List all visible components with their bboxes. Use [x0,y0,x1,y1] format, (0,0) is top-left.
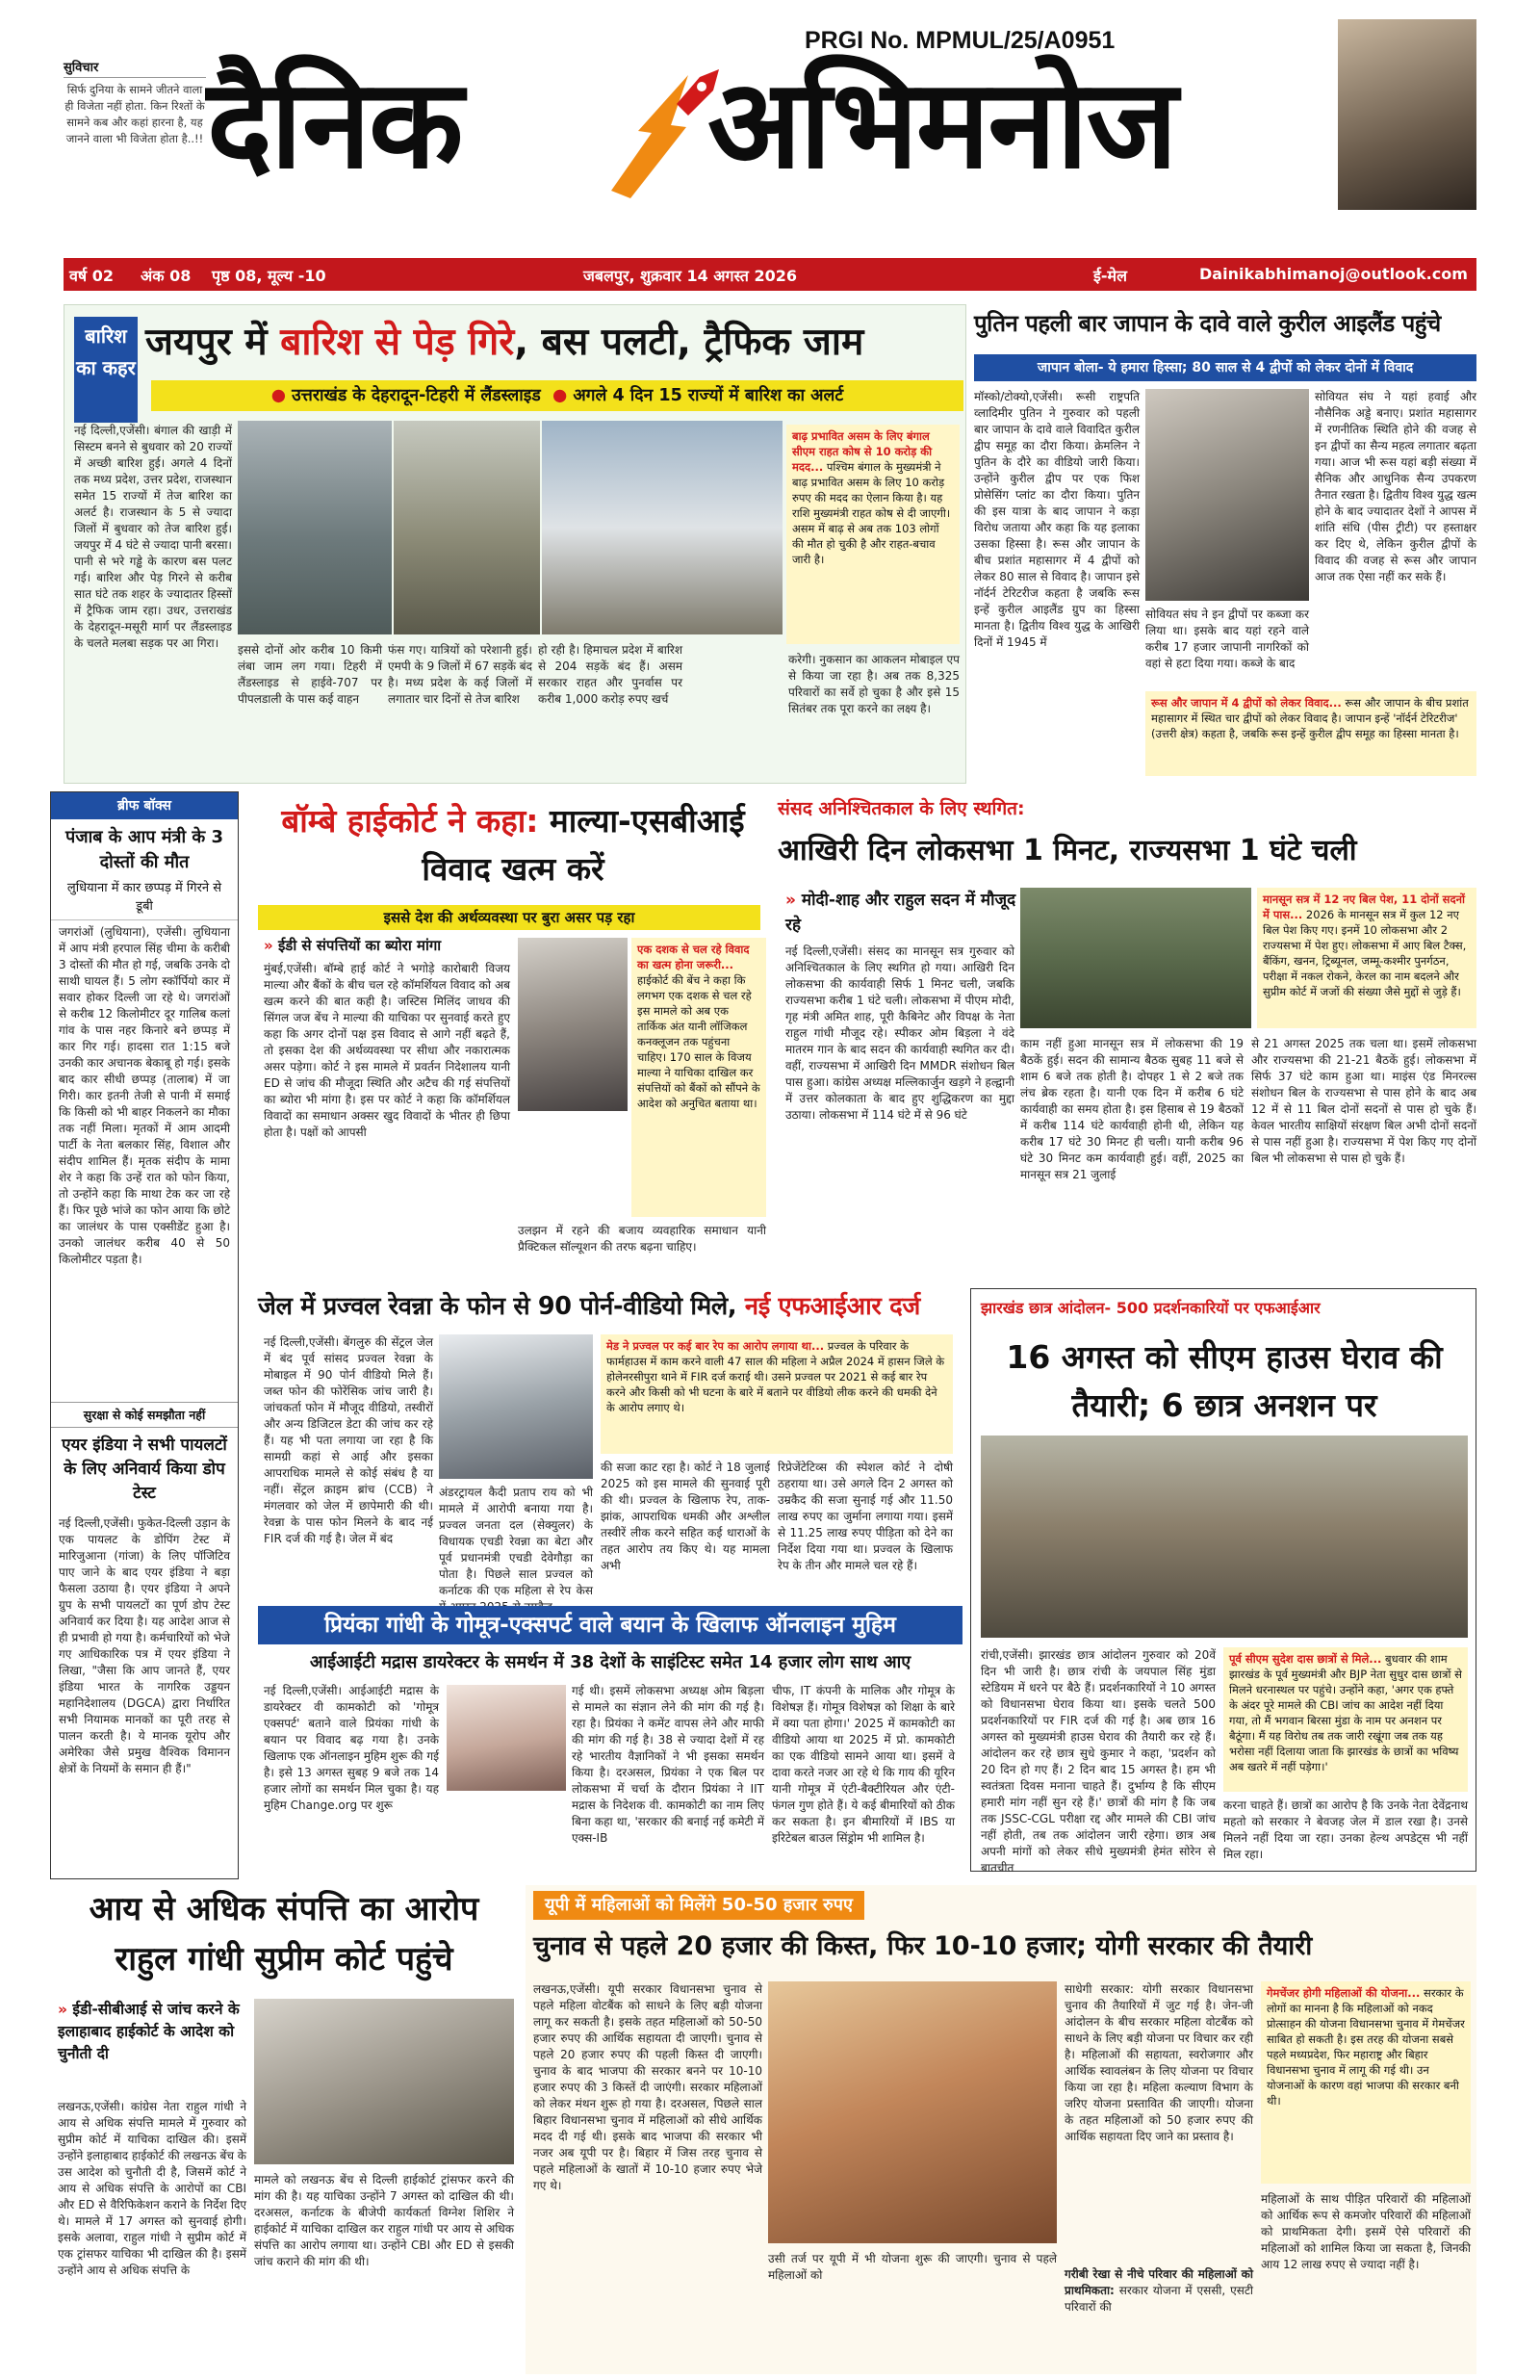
putin-photo [1145,389,1309,601]
brief-sub-2: सुरक्षा से कोई समझौता नहीं [51,1402,238,1428]
rain-photo-flood [238,421,392,634]
jharkhand-kicker: झारखंड छात्र आंदोलन- 500 प्रदर्शनकारियों पर एफआईआर [981,1299,1321,1317]
rain-col-4: हो रही है। हिमाचल प्रदेश में बारिश से 204 सड़कें बंद हैं। असम सरकार राहत और पुनर्वास पर करीब 1,000 करोड़ रुपए खर्च [538,643,682,706]
brief-text-2: नई दिल्ली,एजेंसी। फुकेत-दिल्ली उड़ान के एक पायलट के डोपिंग टेस्ट में मारिजुआना (गांजा) के लिए पॉजिटिव पाए जाने के बाद एयर इंडिया ने बड़ा फैसला उठाया है। एयर इंडिया ने अपने ग्रुप के सभी पायलटों का पूर्ण डोप टेस्ट अनिवार्य कर दिया है। यह आदेश आज से ही प्रभावी हो गया है। कर्मचारियों को भेजे गए आधिकारिक पत्र में एयर इंडिया ने लिखा, "जैसा कि आप जानते हैं, एयर इंडिया भारत के नागरिक उड्डयन महानिदेशालय (DGCA) द्वारा निर्धारित सभी नियामक मानकों का पूरी तरह से पालन करती है। ये मानक यूरोप और अमेरिका जैसे प्रमुख वैश्विक विमानन क्षेत्रों के नियमों के समान ही हैं।" [59,1516,230,1775]
up-col-4: गरीबी रेखा से नीचे परिवार की महिलाओं को प्राथमिकता: सरकार योजना में एससी, एसटी परिवारों की [1065,2267,1253,2314]
prajwal-col-4: रिप्रेजेंटेटिव्स की स्पेशल कोर्ट ने दोषी ठहराया था। उसे अगले दिन 2 अगस्त को उम्रकैद की सजा सुनाई गई और 11.50 लाख रुपए का जुर्माना लगाया गया। इसमें से 11.25 लाख रुपए पीड़िता को देने का निर्देश दिया गया था। प्रज्वल के खिलाफ रेप के तीन और मामले चल रहे हैं। [778,1461,953,1572]
putin-headline: पुतिन पहली बार जापान के दावे वाले कुरील आइलैंड पहुंचे [974,310,1441,337]
brief-box [50,791,239,1879]
email-label: ई-मेल [1093,267,1127,285]
rain-col-2: इससे दोनों ओर करीब 10 किमी लंबा जाम लग गया। टिहरी में लैंडस्लाइड से हाईवे-707 पर पीपलडाली के पास कई वाहन [238,643,382,706]
newspaper-title [207,48,1333,212]
up-women-photo [768,1981,1057,2243]
title-left: दैनिक [207,53,462,196]
mallya-col-2: उलझन में रहने की बजाय व्यवहारिक समाधान यानी प्रैक्टिकल सॉल्यूशन की तरफ बढ़ना चाहिए। [518,1224,766,1254]
jharkhand-col-2: करना चाहते हैं। छात्रों का आरोप है कि उनके नेता देवेंद्रनाथ महतो को सरकार ने बेवजह जेल में डाल रखा है। उनसे मिलने नहीं दिया जा रहा। उनका हेल्थ अपडेट्स भी नहीं मिल रहा। [1223,1798,1468,1861]
prgi-number: PRGI No. MPMUL/25/A0951 [805,27,1116,54]
story-prajwal [248,1288,962,1598]
place-date: जबलपुर, शुक्रवार 14 अगस्त 2026 [583,267,797,285]
priyanka-col-1: नई दिल्ली,एजेंसी। आईआईटी मद्रास के डायरेक्टर वी कामकोटी को 'गोमूत्र एक्सपर्ट' बताने वाले प्रियंका गांधी के बयान पर विवाद बढ़ गया है। उनके खिलाफ एक ऑनलाइन मुहिम शुरू की गई है। इसे 13 अगस्त सुबह 9 बजे तक 14 हजार लोगों का समर्थन मिल चुका है। यह मुहिम Change.org पर शुरू [264,1684,439,1812]
story-up-women [526,1885,1476,2374]
priyanka-subheadline: आईआईटी मद्रास डायरेक्टर के समर्थन में 38 देशों के साइंटिस्ट समेत 14 हजार लोग साथ आए [309,1652,911,1672]
putin-dispute-box: रूस और जापान में 4 द्वीपों को लेकर विवाद... रूस और जापान के बीच प्रशांत महासागर में स्थित चार द्वीपों को लेकर विवाद है। जापान इन्हें 'नॉर्दर्न टेरिटरीज' (उत्तरी क्षेत्र) कहता है, जबकि रूस इन्हें कुरील द्वीप समूह का हिस्सा मानता है। [1145,691,1476,776]
rain-subheadline: ● उत्तराखंड के देहरादून-टिहरी में लैंडस्लाइड ● अगले 4 दिन 15 राज्यों में बारिश का अलर्ट [151,380,963,411]
parliament-col-3: से 21 अगस्त 2025 तक चला था। इसमें लोकसभा और राज्यसभा की 21-21 बैठकें हुई। लोकसभा में सिर्फ 37 घंटे काम हुआ था। माइंस एंड मिनरल्स संशोधन बिल के राज्यसभा से पास होने के बाद अब 12 में से 11 बिल दोनों सदनों से पास हो चुके हैं। केवल भारतीय साक्षियों संरक्षण बिल अभी दोनों सदनों से पास नहीं हुआ है। राज्यसभा में पेश किए गए दोनों बिल भी लोकसभा से पास हो चुके हैं। [1251,1037,1476,1165]
jharkhand-col-1: रांची,एजेंसी। झारखंड छात्र आंदोलन गुरुवार को 20वें दिन भी जारी है। छात्र रांची के जयपाल सिंह मुंडा स्टेडियम में धरने पर बैठे हैं। प्रदर्शनकारियों ने 10 अगस्त को विधानसभा घेराव किया था। इसके चलते 500 प्रदर्शनकारियों पर FIR दर्ज की गई है। अब छात्र 16 अगस्त को मुख्यमंत्री हाउस घेराव की तैयारी कर रहे हैं। आंदोलन कर रहे छात्र सुधे कुमार ने कहा, 'प्रदर्शन को 20 दिन हो गए हैं। 2 दिन बाद 15 अगस्त है। हम भी स्वतंत्रता दिवस मनाना चाहते हैं। दुर्भाग्य है कि सीएम हमारी मांग नहीं सुन रहे हैं।' छात्रों की मांग है कि जब तक JSSC-CGL परीक्षा रद्द और मामले की CBI जांच नहीं होती, तब तक आंदोलन जारी रहेगा। छात्र अब अपनी मांगों को लेकर सीधे मुख्यमंत्री हेमंत सोरेन से बातचीत [981,1648,1216,1875]
up-col-2: उसी तर्ज पर यूपी में भी योजना शुरू की जाएगी। चुनाव से पहले महिलाओं को [768,2252,1057,2282]
up-gamechanger-box: गेमचेंजर होगी महिलाओं की योजना... सरकार के लोगों का मानना है कि महिलाओं को नकद प्रोत्साहन की योजना विधानसभा चुनाव में गेमचेंजर साबित हो सकती है। इस तरह की योजना सबसे पहले मध्यप्रदेश, फिर महाराष्ट्र और बिहार विधानसभा चुनाव में लागू की गई थी। उन योजनाओं के कारण वहां भाजपा की सरकार बनी थी। [1261,1981,1471,2184]
up-col-5: महिलाओं के साथ पीड़ित परिवारों की महिलाओं को आर्थिक रूप से कमजोर परिवारों की महिलाओं को प्राथमिकता देगी। इसमें ऐसे परिवारों की महिलाओं को शामिल किया जा सकता है, जिनकी आय 12 लाख रुपए से ज्यादा नहीं है। [1261,2192,1471,2271]
rahul-col-1: लखनऊ,एजेंसी। कांग्रेस नेता राहुल गांधी ने आय से अधिक संपत्ति मामले में गुरुवार को सुप्रीम कोर्ट में याचिका दाखिल की। इसमें उन्होंने इलाहाबाद हाईकोर्ट की लखनऊ बेंच के उस आदेश को चुनौती दी है, जिसमें कोर्ट ने आय से अधिक संपत्ति के आरोपों का CBI और ED से वैरिफिकेशन कराने के निर्देश दिए थे। मामले में 17 अगस्त को सुनवाई होगी। इसके अलावा, राहुल गांधी ने सुप्रीम कोर्ट में एक ट्रांसफर याचिका भी दाखिल की है। इसमें उन्होंने आय से अधिक संपत्ति के [58,2100,246,2277]
brief-text-1: जगरांओं (लुधियाना), एजेंसी। लुधियाना में आप मंत्री हरपाल सिंह चीमा के करीबी 3 दोस्तों की मौत हो गई, जबकि उनके दो साथी घायल हैं। 5 लोग स्कॉर्पियो कार में सवार होकर दिल्ली जा रहे थे। जगरांओं से करीब 12 किलोमीटर दूर गालिब कलां गांव के पास नहर किनारे बने छप्पड़ में कार गिर गई। हादसा रात 1:15 बजे उनकी कार अचानक बेकाबू हो गई। इसके बाद कार सीधी छप्पड़ (तालाब) में जा गिरी। कार इतनी तेजी से पानी में समाई कि किसी को भी बाहर निकलने का मौका तक नहीं मिला। मृतकों में आम आदमी पार्टी के नेता बलकार सिंह, विशाल और संदीप शामिल हैं। मृतक संदीप के मामा शेर ने कहा कि उन्हें रात को फोन किया, तो उन्होंने कहा कि माथा टेक कर जा रहे हैं। फिर पूछे भांजे का फोन आया कि छोटे का जालंधर के पास एक्सीडेंट हुआ है। उनको जालंधर करीब 40 से 50 किलोमीटर पड़ता है। [59,925,230,1266]
rahul-headline-2: राहुल गांधी सुप्रीम कोर्ट पहुंचे [115,1940,453,1979]
rain-col-3: फंस गए। यात्रियों को परेशानी हुई। एमपी के 9 जिलों में 67 सड़कें बंद है। मध्य प्रदेश के कई जिलों में लगातार चार दिनों से तेज बारिश [388,643,532,706]
parliament-side-head: » मोदी-शाह और राहुल सदन में मौजूद रहे [785,891,1016,935]
mallya-side-head: » ईडी से संपत्तियों का ब्योरा मांगा [264,937,442,954]
putin-col-2: सोवियत संघ ने इन द्वीपों पर कब्जा कर लिया था। इसके बाद यहां रहने वाले करीब 17 हजार जापानी नागरिकों को वहां से हटा दिया गया। कब्जे के बाद [1145,608,1309,670]
rahul-court-photo [254,1999,514,2164]
story-jharkhand [970,1288,1476,1875]
priyanka-headline: प्रियंका गांधी के गोमूत्र-एक्सपर्ट वाले बयान के खिलाफ ऑनलाइन मुहिम [258,1606,962,1644]
prajwal-col-2: अंडरट्रायल कैदी प्रताप राय को भी मामले में आरोपी बनाया गया है। प्रज्वल जनता दल (सेक्युलर) के विधायक एचडी रेवन्ना का बेटा और पूर्व प्रधानमंत्री एचडी देवेगौड़ा का पोता है। पिछले साल प्रज्वल को कर्नाटक की एक महिला से रेप केस [439,1486,593,1597]
priyanka-col-2: गई थी। इसमें लोकसभा अध्यक्ष ओम बिड़ला से मामले का संज्ञान लेने की मांग की गई है। रहा है। प्रियंका ने कमेंट वापस लेने और माफी की मांग की गई है। 38 से ज्यादा देशों में रह रहे भारतीय वैज्ञानिकों ने भी इसका समर्थन किया है। दरअसल, प्रियंका ने एक बिल पर लोकसभा में चर्चा के दौरान प्रियंका ने IIT मद्रास के निदेशक वी. कामकोटी का नाम लिए बिना कहा था, 'सरकार की बनाई नई कमेटी में एक्स-IB [572,1684,764,1845]
prajwal-col-1: नई दिल्ली,एजेंसी। बेंगलुरु की सेंट्रल जेल में बंद पूर्व सांसद प्रज्वल रेवन्ना के मोबाइल में 90 पोर्न वीडियो मिले हैं। जब्त फोन की फोरेंसिक जांच जारी है। जांचकर्ता फोन में मौजूद वीडियो, तस्वीरों और अन्य डिजिटल डेटा की जांच कर रहे हैं। यह भी पता लगाया जा रहा है कि सामग्री कहां से आई और इसका आपराधिक मामले से कोई संबंध है या नहीं। सेंट्रल क्राइम ब्रांच (CCB) ने मंगलवार को जेल में छापेमारी की थी। रेवन्ना के पास फोन मिलने के बाद नई FIR दर्ज की गई है। जेल में बंद [264,1335,433,1545]
prishth: पृष्ठ 08, मूल्य -10 [212,267,326,285]
mallya-box: एक दशक से चल रहे विवाद का खत्म होना जरूरी... हाईकोर्ट की बेंच ने कहा कि लगभग एक दशक से चल रहे इस मामले को अब एक तार्किक अंत यानी लॉजिकल कनक्लूजन तक पहुंचना चाहिए। 170 साल के विजय माल्या ने याचिका दाखिल कर संपत्तियों को बैंकों को सौंपने के आदेश को अनुचित बताया था। [631,938,766,1217]
story-rain [64,304,966,784]
parliament-headline: आखिरी दिन लोकसभा 1 मिनट, राज्यसभा 1 घंटे चली [778,834,1357,867]
parliament-bills-box: मानसून सत्र में 12 नए बिल पेश, 11 दोनों सदनों में पास... 2026 के मानसून सत्र में कुल 12 नए बिल पेश किए गए। इनमें 10 लोकसभा और 2 राज्यसभा में पेश हुए। लोकसभा में आए बिल टैक्स, बैंकिंग, खनन, ट्रिब्यूनल, जम्मू-कश्मीर पुनर्गठन, परीक्षा में नकल रोकने, केरल का नाम बदलने और सुप्रीम कोर्ट में जजों की संख्या जैसे मुद्दों से जुड़े हैं। [1257,888,1476,1028]
suvichar-label: सुविचार [64,58,206,78]
priyanka-photo [447,1685,566,1791]
brief-sub-1: लुधियाना में कार छप्पड़ में गिरने से डूबी [51,875,238,920]
rain-headline: जयपुर में बारिश से पेड़ गिरे, बस पलटी, ट्रैफिक जाम [145,321,864,364]
up-kicker: यूपी में महिलाओं को मिलेंगे 50-50 हजार रुपए [533,1891,864,1920]
rahul-side-head: » ईडी-सीबीआई से जांच करने के इलाहाबाद हाईकोर्ट के आदेश को चुनौती दी [58,2001,240,2062]
prajwal-box: मेड ने प्रज्वल पर कई बार रेप का आरोप लगाया था... प्रज्वल के परिवार के फार्महाउस में काम करने वाली 47 साल की महिला ने अप्रैल 2024 में हासन जिले के होलेनरसीपुरा थाने में FIR दर्ज कराई थी। उसने प्रज्वल पर 2021 से कई बार रेप करने और किसी को भी घटना के बारे में बताने पर वीडियो लीक करने की धमकी देने के आरोप लगाए थे। [601,1334,953,1454]
masthead [0,0,1540,258]
brief-headline-2: एयर इंडिया ने सभी पायलटों के लिए अनिवार्य किया डोप टेस्ट [62,1436,227,1503]
email-address[interactable]: Dainikabhimanoj@outlook.com [1199,265,1468,283]
jharkhand-headline: 16 अगस्त को सीएम हाउस घेराव की तैयारी; 6 छात्र अनशन पर [1006,1338,1443,1424]
rain-assam-box: बाढ़ प्रभावित असम के लिए बंगाल सीएम राहत कोष से 10 करोड़ की मदद... पश्चिम बंगाल के मुख्यमंत्री ने बाढ़ प्रभावित असम के लिए 10 करोड़ रुपए की मदद का ऐलान किया है। यह राशि मुख्यमंत्री राहत कोष से दी जाएगी। असम में बाढ़ से अब तक 103 लोगों की मौत हो चुकी है और राहत-बचाव जारी है। [786,425,960,644]
rain-tag: बारिश का कहर [74,317,138,423]
info-bar [64,258,1476,291]
parliament-col-2: काम नहीं हुआ मानसून सत्र में लोकसभा की 19 बैठकें हुई। सदन की सामान्य बैठक सुबह 11 बजे से शाम 6 बजे तक होती है। दोपहर 1 से 2 बजे तक लंच ब्रेक रहता है। यानी एक दिन में करीब 6 घंटे कार्यवाही का समय होता है। इस हिसाब से 19 बैठकों में करीब 114 घंटे कार्यवाही होनी थी, लेकिन यह करीब 17 घंटे 30 मिनट ही चली। यानी करीब 96 घंटे 30 मिनट कम कार्यवाही हुई। वहीं, 2025 का मानसून सत्र 21 जुलाई [1020,1037,1244,1181]
putin-col-1: मॉस्को/टोक्यो,एजेंसी। रूसी राष्ट्रपति व्लादिमीर पुतिन ने गुरुवार को पहली बार जापान के दावे वाले विवादित कुरील द्वीप समूह का दौरा किया। क्रेमलिन ने पुतिन के दौरे का वीडियो जारी किया। उन्होंने कुरील द्वीप पर एक फिश प्रोसेसिंग प्लांट का दौरा किया। पुतिन की इस यात्रा के बाद जापान ने कड़ा विरोध जताया और कहा कि यह इलाका उसका हिस्सा है। रूस और जापान के बीच प्रशांत महासागर में 4 द्वीपों को लेकर 80 साल से विवाद है। जापान इसे नॉर्दर्न टेरिटरीज कहता है जबकि रूस इन्हें कुरील आइलैंड ग्रुप का हिस्सा मानता है। द्वितीय विश्व युद्ध के आखिरी दिनों में 1945 में [974,390,1140,649]
up-col-3: साधेगी सरकार: योगी सरकार विधानसभा चुनाव की तैयारियों में जुट गई है। जेन-जी आंदोलन के बीच सरकार महिला वोटबैंक को साधने के लिए बड़ी योजना पर विचार कर रही है। महिलाओं की सहायता, स्वरोजगार और आर्थिक स्वावलंबन के लिए योजना पर विचार किया जा रहा है। महिला कल्याण विभाग के जरिए योजना प्रस्तावित की जाएगी। योजना के तहत महिलाओं को 50 हजार रुपए की आर्थिक सहायता दिए जाने का प्रस्ताव है। [1065,1982,1253,2143]
brief-headline-1: पंजाब के आप मंत्री के 3 दोस्तों की मौत [64,827,223,872]
brief-label: ब्रीफ बॉक्स [51,792,238,819]
rain-photo-bus [542,421,783,634]
masthead-couple-photo [1338,19,1476,210]
putin-subbar: जापान बोला- ये हमारा हिस्सा; 80 साल से 4 द्वीपों को लेकर दोनों में विवाद [974,354,1476,381]
parliament-kicker: संसद अनिश्चितकाल के लिए स्थगित: [778,798,1025,819]
priyanka-col-3: चीफ, IT कंपनी के मालिक और गोमूत्र के विशेषज्ञ हैं। गोमूत्र विशेषज्ञ को शिक्षा के बारे में क्या पता होगा।' 2025 में कामकोटी का वीडियो आया था 2025 में प्रो. कामकोटी का एक वीडियो सामने आया था। इसमें वे दावा करते नजर आ रहे थे कि गाय की यूरिन यानी गोमूत्र में एंटी-बैक्टीरियल और एंटी-फंगल गुण होते हैं। ये कई बीमारियों को ठीक कर सकता है। इन बीमारियों में IBS या इरिटेबल बाउल सिंड्रोम भी शामिल है। [772,1684,955,1845]
rain-col-1: नई दिल्ली,एजेंसी। बंगाल की खाड़ी में सिस्टम बनने से बुधवार को 20 राज्यों में अच्छी बारिश हुई। अगले 4 दिनों तक मध्य प्रदेश, उत्तर प्रदेश, राजस्थान समेत 15 राज्यों में तेज बारिश का अलर्ट है। राजस्थान के 5 से ज्यादा जिलों में बुधवार को तेज बारिश हुई। जयपुर में 4 घंटे से ज्यादा पानी बरसा। पानी से भरे गड्ढे के कारण बस पलट गई। बारिश और पेड़ गिरने से करीब सात घंटे तक शहर के ज्यादातर हिस्सों में ट्रैफिक जाम रहा। उधर, उत्तराखंड के देहरादून-मसूरी मार्ग पर लैंडस्लाइड के चलते मलबा सड़क पर आ गिरा। [74,424,232,650]
story-priyanka [248,1606,962,1876]
story-rahul [50,1885,518,2374]
story-putin [974,304,1476,784]
title-right: अभिमनोज [707,53,1176,196]
mallya-headline: बॉम्बे हाईकोर्ट ने कहा: माल्या-एसबीआई विवाद खत्म करें [281,802,745,888]
suvichar-box [64,58,206,250]
rain-col-5: करेगी। नुकसान का आकलन मोबाइल एप से किया जा रहा है। अब तक 8,325 परिवारों का सर्वे हो चुका है और इसे 15 सितंबर तक पूरा करने का लक्ष्य है। [788,653,960,715]
varsh: वर्ष 02 [69,267,114,285]
story-mallya [248,791,768,1281]
mallya-subbar: इससे देश की अर्थव्यवस्था पर बुरा असर पड़ रहा [258,905,760,930]
up-col-1: लखनऊ,एजेंसी। यूपी सरकार विधानसभा चुनाव से पहले महिला वोटबैंक को साधने के लिए बड़ी योजना लागू कर सकती है। इसके तहत महिलाओं को 50-50 हजार रुपए की आर्थिक सहायता दी जाएगी। चुनाव से पहले 20 हजार रुपए की पहली किस्त दी जाएगी। चुनाव के बाद भाजपा की सरकार बनने पर 10-10 हजार रुपए की 3 किस्तें दी जाएंगी। सरकार महिलाओं को लेकर मंथन शुरू हो गया है। दरअसल, पिछले साल बिहार विधानसभा चुनाव में महिलाओं को सीधे आर्थिक मदद दी गई थी। इसके बाद भाजपा की सरकार भी नजर अब यूपी पर है। बिहार में जिस तरह चुनाव से पहले महिलाओं के खातों में 10-10 हजार रुपए भेजे गए थे। [533,1982,762,2192]
mallya-col-1: मुंबई,एजेंसी। बॉम्बे हाई कोर्ट ने भगोड़े कारोबारी विजय माल्या और बैंकों के बीच चल रहे कॉमर्शियल विवाद को अब खत्म करने की बात कही है। जस्टिस मिलिंद जाधव की सिंगल जज बेंच ने माल्या की याचिका पर सुनवाई करते हुए कहा कि अगर दोनों पक्ष इस विवाद से आगे नहीं बढ़ते हैं, तो इसका देश की अर्थव्यवस्था पर सीधा और नकारात्मक असर पड़ेगा। कोर्ट ने इस मामले में प्रवर्तन निदेशालय यानी ED से जांच की मौजूदा स्थिति और अटैच की गई संपत्तियों का ब्योरा भी मांगा है। इस पर कोर्ट ने कहा कि कॉमर्शियल विवादों का समाधान अक्सर खुद विवादों के भीतर ही छिपा होता है। पक्षों को आपसी [264,962,510,1139]
ank: अंक 08 [141,267,192,285]
rahul-col-2: मामले को लखनऊ बेंच से दिल्ली हाईकोर्ट ट्रांसफर करने की मांग की है। यह याचिका उन्होंने 7 अगस्त को दाखिल की थी। दरअसल, कर्नाटक के बीजेपी कार्यकर्ता विग्नेश शिशिर ने हाईकोर्ट में याचिका दाखिल कर राहुल गांधी पर आय से अधिक संपत्ति का आरोप लगाया था। उन्होंने CBI और ED से इसकी जांच कराने की मांग की थी। [254,2173,514,2268]
rahul-headline-1: आय से अधिक संपत्ति का आरोप [89,1890,479,1928]
story-parliament [778,791,1476,1281]
prajwal-headline: जेल में प्रज्वल रेवन्ना के फोन से 90 पोर्न-वीडियो मिले, नई एफआईआर दर्ज [258,1292,920,1321]
rocket-icon [592,65,727,210]
up-headline: चुनाव से पहले 20 हजार की किस्त, फिर 10-10 हजार; योगी सरकार की तैयारी [533,1931,1313,1961]
prajwal-photo [439,1334,593,1479]
mallya-photo [518,938,628,1111]
prajwal-col-3: की सजा काट रहा है। कोर्ट ने 18 जुलाई 2025 को इस मामले की सुनवाई पूरी की थी। प्रज्वल के खिलाफ रेप, ताक-झांक, आपराधिक धमकी और अश्लील तस्वीरें लीक करने सहित कई धाराओं के तहत आरोप तय किए थे। यह मामला अभी [601,1461,770,1572]
putin-col-3: सोवियत संघ ने यहां हवाई और नौसैनिक अड्डे बनाए। प्रशांत महासागर में रणनीतिक स्थिति होने की वजह से इन द्वीपों का सैन्य महत्व लगातार बढ़ता गया। आज भी रूस यहां बड़ी संख्या में सैनिक और आधुनिक सैन्य उपकरण तैनात रखता है। द्वितीय विश्व युद्ध खत्म होने के बाद ज्यादातर देशों ने आपस में शांति संधि (पीस ट्रीटी) पर हस्ताक्षर कर दिए थे, लेकिन कुरील द्वीपों के विवाद की वजह से रूस और जापान आज तक ऐसा नहीं कर सके हैं। [1315,390,1476,583]
parliament-col-1: नई दिल्ली,एजेंसी। संसद का मानसून सत्र गुरुवार को अनिश्चितकाल के लिए स्थगित हो गया। आखिरी दिन लोकसभा की कार्यवाही सिर्फ 1 मिनट चली, जबकि राज्यसभा करीब 1 घंटे चली। लोकसभा में पीएम मोदी, गृह मंत्री अमित शाह, पूरी कैबिनेट और विपक्ष के नेता राहुल गांधी मौजूद रहे। स्पीकर ओम बिड़ला ने वंदे मातरम गान के बाद सदन की कार्यवाही स्थगित कर दी। वहीं, राज्यसभा में आखिरी दिन MMDR संशोधन बिल पास हुआ। कांग्रेस अध्यक्ष मल्लिकार्जुन खड़गे ने हल्द्वानी में उत्तर कोलकाता के बाद हुए शुद्धिकरण का मुद्दा उठाया। लोकसभा में 114 घंटे में से 96 घंटे [785,944,1014,1122]
jharkhand-box: पूर्व सीएम सुदेश दास छात्रों से मिले... बुधवार की शाम झारखंड के पूर्व मुख्यमंत्री और BJP नेता सुधुर दास छात्रों से मिलने धरनास्थल पर पहुंचे। उन्होंने कहा, 'अगर एक हफ्ते के अंदर पूरे मामले की CBI जांच का आदेश नहीं दिया गया, तो मैं भगवान बिरसा मुंडा के नाम पर अनशन पर बैठूंगा। मैं यह विरोध तब तक जारी रखूंगा जब तक यह भरोसा नहीं दिलाया जाता कि झारखंड के छात्रों का भविष्य अब खतरे में नहीं पड़ेगा।' [1223,1647,1468,1792]
suvichar-text: सिर्फ दुनिया के सामने जीतने वाला ही विजेता नहीं होता. किन रिश्तों के सामने कब और कहां हारना है, यह जानने वाला भी विजेता होता है..!! [64,83,205,145]
rain-photo-street [394,421,540,634]
jharkhand-protest-photo [981,1436,1468,1638]
parliament-photo [1020,888,1251,1028]
